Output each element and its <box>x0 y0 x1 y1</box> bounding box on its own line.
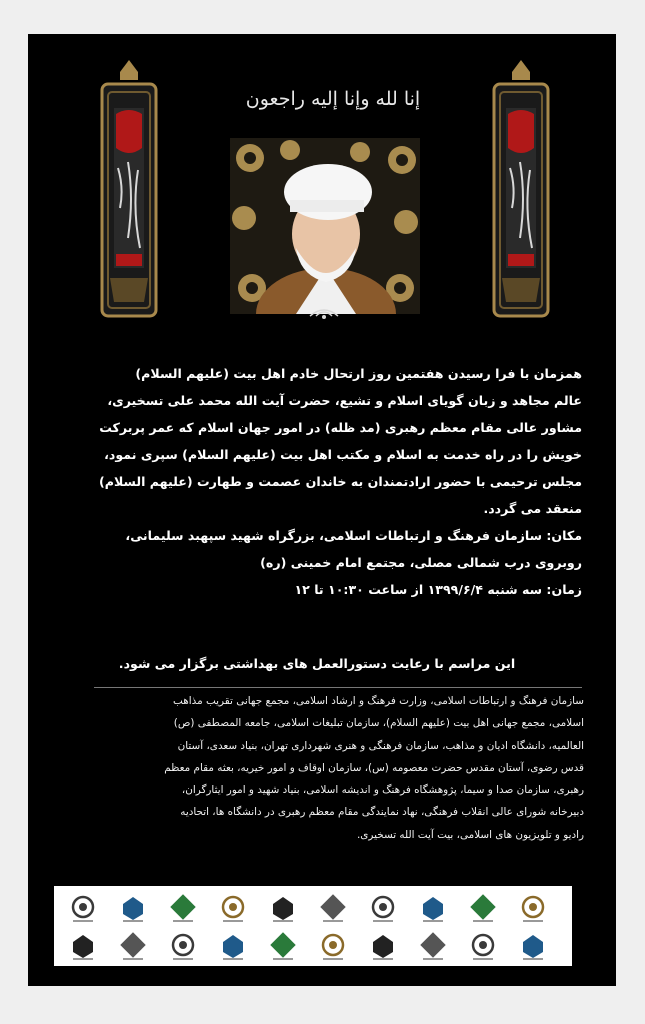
organizers-line: العالمیه، دانشگاه ادیان و مذاهب، سازمان فرهنگی و هنری شهرداری تهران، بنیاد سعدی، آستان <box>177 739 584 752</box>
emblem-8-logo-icon <box>418 894 448 924</box>
announcement-text <box>52 360 582 603</box>
emblem-17-logo-icon <box>368 932 398 962</box>
portrait-photo <box>230 138 420 314</box>
health-notice: این مراسم با رعایت دستورالعمل های بهداشتی برگزار می شود. <box>118 656 516 671</box>
organizers-line: رادیو و تلویزیون های اسلامی، بیت آیت الله تسخیری. <box>356 828 584 841</box>
announcement-line: مشاور عالی مقام معظم رهبری (مد ظله) در امور جهان اسلام که عمر پربرکت <box>99 420 582 435</box>
emblem-15-logo-icon <box>268 932 298 962</box>
emblem-5-logo-icon <box>268 894 298 924</box>
emblem-3-logo-icon <box>168 894 198 924</box>
emblem-9-logo-icon <box>468 894 498 924</box>
emblem-4-logo-icon <box>218 894 248 924</box>
small-ornament <box>308 304 340 320</box>
announcement-line: عالم مجاهد و زبان گویای اسلام و تشیع، حضرت آیت الله محمد علی تسخیری، <box>107 393 582 408</box>
organizers-line: اسلامی، مجمع جهانی اهل بیت (علیهم السلام)، سازمان تبلیغات اسلامی، جامعه المصطفی (ص) <box>173 717 584 730</box>
emblem-19-logo-icon <box>468 932 498 962</box>
emblem-7-logo-icon <box>368 894 398 924</box>
emblem-11-logo-icon <box>68 932 98 962</box>
logo-strip <box>54 886 572 966</box>
place-line: مکان: سازمان فرهنگ و ارتباطات اسلامی، بزرگراه شهید سپهبد سلیمانی، <box>125 528 582 543</box>
emblem-12-logo-icon <box>118 932 148 962</box>
organizers-line: قدس رضوی، آستان مقدس حضرت معصومه (س)، سازمان اوقاف و امور خیریه، بعثه مقام معظم <box>164 761 584 774</box>
emblem-20-logo-icon <box>518 932 548 962</box>
organizers-list <box>58 690 584 846</box>
emblem-10-logo-icon <box>518 894 548 924</box>
organizers-line: رهبری، سازمان صدا و سیما، پژوهشگاه فرهنگ و اندیشه اسلامی، بنیاد شهید و امور ایثارگران، <box>181 784 584 797</box>
emblem-16-logo-icon <box>318 932 348 962</box>
emblem-6-logo-icon <box>318 894 348 924</box>
emblem-2-logo-icon <box>118 894 148 924</box>
memorial-poster <box>28 34 616 986</box>
right-lantern-ornament <box>490 58 552 320</box>
left-lantern-ornament <box>98 58 160 320</box>
organizers-line: سازمان فرهنگ و ارتباطات اسلامی، وزارت فرهنگ و ارشاد اسلامی، مجمع جهانی تقریب مذاهب <box>173 695 584 707</box>
quranic-calligraphy: إنا لله وإنا إليه راجعون <box>245 88 421 110</box>
announcement-line: منعقد می گردد. <box>483 501 582 516</box>
organizers-line: دبیرخانه شورای عالی انقلاب فرهنگی، نهاد نمایندگی مقام معظم رهبری در دانشگاه ها، اتحادیه <box>180 806 584 819</box>
emblem-14-logo-icon <box>218 932 248 962</box>
emblem-1-logo-icon <box>68 894 98 924</box>
divider <box>94 687 582 688</box>
announcement-line: خویش را در راه خدمت به اسلام و مکتب اهل بیت (علیهم السلام) سپری نمود، <box>104 447 582 462</box>
time-line: زمان: سه شنبه ۱۳۹۹/۶/۴ از ساعت ۱۰:۳۰ تا ۱۲ <box>294 582 582 597</box>
announcement-line: همزمان با فرا رسیدن هفتمین روز ارتحال خادم اهل بیت (علیهم السلام) <box>135 366 582 381</box>
emblem-13-logo-icon <box>168 932 198 962</box>
emblem-18-logo-icon <box>418 932 448 962</box>
place-line: روبروی درب شمالی مصلی، مجتمع امام خمینی (ره) <box>260 555 582 570</box>
announcement-line: مجلس ترحیمی با حضور ارادتمندان به خاندان عصمت و طهارت (علیهم السلام) <box>98 474 582 489</box>
